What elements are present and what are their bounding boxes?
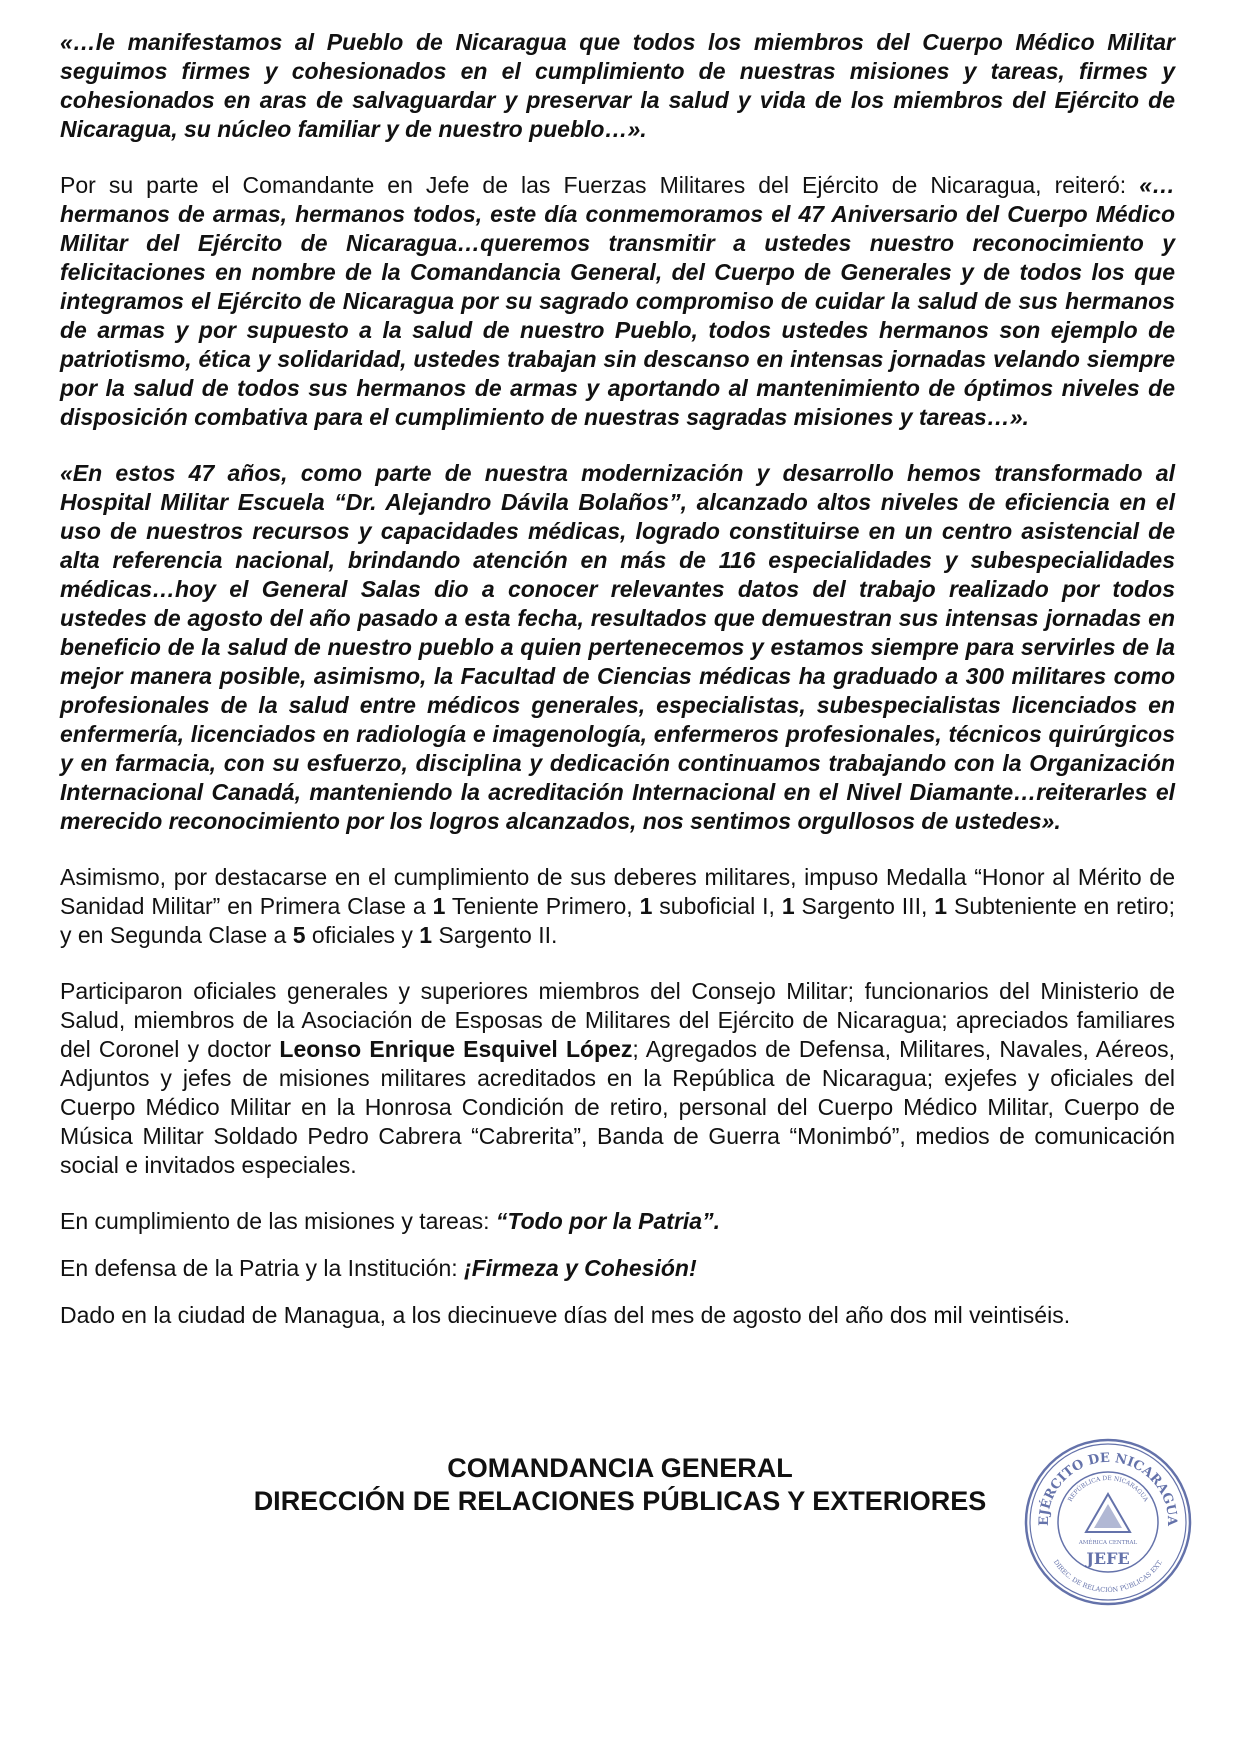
- medals-text: Asimismo, por destacarse en el cumplimiento de sus deberes militares, impuso Medalla “Honor al Mérito de Sanidad Militar” en Primera Clase a: [60, 864, 1175, 919]
- commander-quote: «…hermanos de armas, hermanos todos, este día conmemoramos el 47 Aniversario del Cuerpo Médico Militar del Ejército de Nicaragua…queremos transmitir a ustedes nuestro reconocimiento y felicitaciones en nombre de la Comandancia General, del Cuerpo de Generales y de todos los que integramos el Ejército de Nicaragua por su sagrado compromiso de cuidar la salud de sus hermanos de armas y por supuesto a la salud de nuestro Pueblo, todos ustedes hermanos son ejemplo de patriotismo, ética y solidaridad, ustedes trabajan sin descanso en intensas jornadas velando siempre por la salud de todos sus hermanos de armas y aportando al mantenimiento de óptimos niveles de disposición combativa para el cumplimiento de nuestras sagradas misiones y tareas…».: [60, 172, 1175, 430]
- participants-text: ; Agregados de Defensa, Militares, Navales, Aéreos, Adjuntos y jefes de misiones militares acreditados en la República de Nicaragua; exjefes y oficiales del Cuerpo Médico Militar en la Honrosa Condición de retiro, personal del Cuerpo Médico Militar, Cuerpo de Música Militar Soldado Pedro Cabrera “Cabrerita”, Banda de Guerra “Monimbó”, medios de comunicación social e invitados especiales.: [60, 1036, 1176, 1178]
- honoree-name: Leonso Enrique Esquivel López: [279, 1036, 633, 1062]
- seal-outer-text: EJÉRCITO DE NICARAGUA: [1036, 1450, 1180, 1527]
- medals-count: 1: [934, 893, 948, 919]
- commander-intro: Por su parte el Comandante en Jefe de las Fuerzas Militares del Ejército de Nicaragua, reiteró:: [60, 172, 1140, 198]
- signature-line-1: COMANDANCIA GENERAL: [447, 1453, 793, 1483]
- participants-text: Participaron oficiales generales y superiores miembros del Consejo Militar; funcionarios del Ministerio de Salud, miembros de la Asociación de Esposas de Militares del Ejército de Nicaragua; apreciados familiares del Coronel y doctor: [60, 978, 1175, 1062]
- medals-count: 5: [292, 922, 306, 948]
- medals-text: Subteniente en retiro; y en Segunda Clase a: [60, 893, 1175, 948]
- svg-text:REPÚBLICA DE NICARAGUA: [1067, 1475, 1150, 1504]
- seal-inner-text: REPÚBLICA DE NICARAGUA: [1066, 1474, 1150, 1504]
- paragraph-medals: [60, 863, 1175, 950]
- motto-intro: En defensa de la Patria y la Institución:: [60, 1255, 465, 1281]
- motto-intro: En cumplimiento de las misiones y tareas:: [60, 1208, 496, 1234]
- official-seal-icon: [1022, 1436, 1194, 1608]
- paragraph-motto-2: [60, 1254, 1175, 1283]
- medals-text: Teniente Primero,: [445, 893, 640, 919]
- paragraph-motto-1: [60, 1207, 1175, 1236]
- medals-count: 1: [639, 893, 653, 919]
- motto-text: ¡Firmeza y Cohesión!: [464, 1255, 697, 1281]
- motto-text: “Todo por la Patria”.: [495, 1208, 720, 1234]
- paragraph-participants: [60, 977, 1175, 1180]
- medals-text: oficiales y: [305, 922, 420, 948]
- medals-count: 1: [419, 922, 433, 948]
- medals-text: suboficial I,: [652, 893, 782, 919]
- medals-text: Sargento III,: [794, 893, 935, 919]
- seal-center-text: AMÉRICA CENTRAL: [1078, 1540, 1138, 1546]
- medals-text: Sargento II.: [432, 922, 558, 948]
- paragraph-quote-1: «…le manifestamos al Pueblo de Nicaragua que todos los miembros del Cuerpo Médico Militar seguimos firmes y cohesionados en el cumplimiento de nuestras misiones y tareas, firmes y cohesionados en aras de salvaguardar y preservar la salud y vida de los miembros del Ejército de Nicaragua, su núcleo familiar y de nuestro pueblo…».: [60, 29, 1175, 142]
- medals-count: 1: [781, 893, 795, 919]
- seal-role-text: JEFE: [1086, 1549, 1130, 1568]
- document-body: [60, 28, 1175, 1330]
- medals-count: 1: [432, 893, 446, 919]
- signature-line-2: DIRECCIÓN DE RELACIONES PÚBLICAS Y EXTERIORES: [253, 1486, 987, 1516]
- seal-bottom-text: DIREC. DE RELACIÓN PÚBLICAS EXT.: [1051, 1558, 1165, 1595]
- paragraph-quote-2: «En estos 47 años, como parte de nuestra modernización y desarrollo hemos transformado al Hospital Militar Escuela “Dr. Alejandro Dávila Bolaños”, alcanzado altos niveles de eficiencia en el uso de nuestros recursos y capacidades médicas, logrado constituirse en un centro asistencial de alta referencia nacional, brindando atención en más de 116 especialidades y subespecialidades médicas…hoy el General Salas dio a conocer relevantes datos del trabajo realizado por todos ustedes de agosto del año pasado a esta fecha, resultados que demuestran sus intensas jornadas en beneficio de la salud de nuestro pueblo a quien pertenecemos y estamos siempre para servirles de la mejor manera posible, asimismo, la Facultad de Ciencias médicas ha graduado a 300 militares como profesionales de la salud entre médicos generales, especialistas, subespecialistas licenciados en enfermería, licenciados en radiología e imagenología, enfermeros profesionales, técnicos quirúrgicos y en farmacia, con su esfuerzo, disciplina y dedicación continuamos trabajando con la Organización Internacional Canadá, manteniendo la acreditación Internacional en el Nivel Diamante…reiterarles el merecido reconocimiento por los logros alcanzados, nos sentimos orgullosos de ustedes».: [60, 460, 1175, 834]
- paragraph-date: Dado en la ciudad de Managua, a los diecinueve días del mes de agosto del año dos mil veintiséis.: [60, 1302, 1071, 1328]
- paragraph-commander: [60, 171, 1175, 432]
